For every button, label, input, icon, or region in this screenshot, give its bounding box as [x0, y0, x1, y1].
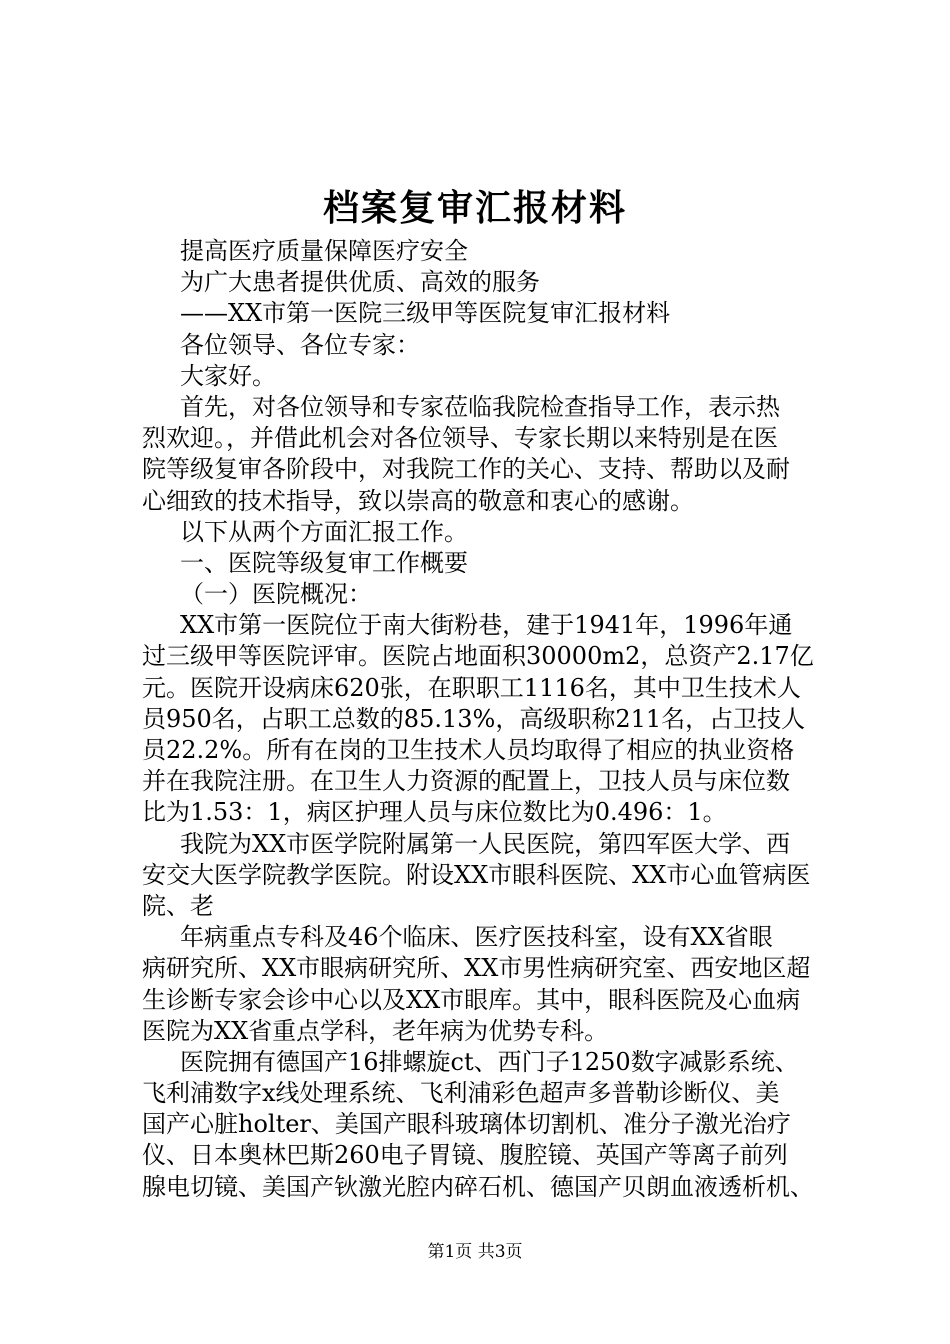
document-body	[142, 236, 832, 1203]
text-line: 医院为XX省重点学科，老年病为优势专科。	[142, 1016, 609, 1045]
text-line: 烈欢迎。，并借此机会对各位领导、专家长期以来特别是在医	[142, 424, 778, 453]
text-line: 腺电切镜、美国产钬激光腔内碎石机、德国产贝朗血液透析机、	[142, 1172, 814, 1201]
text-line: 院、老	[142, 891, 214, 920]
page-footer: 第1页 共3页	[427, 1242, 523, 1262]
text-line: 医院拥有德国产16排螺旋ct、西门子1250数字减影系统、	[180, 1047, 799, 1076]
text-line: 员950名，占职工总数的85.13%，高级职称211名，占卫技人	[142, 704, 806, 733]
text-line: 为广大患者提供优质、高效的服务	[180, 268, 540, 297]
text-line: 我院为XX市医学院附属第一人民医院，第四军医大学、西	[180, 829, 791, 858]
text-line: 首先，对各位领导和专家莅临我院检查指导工作，表示热	[180, 392, 780, 421]
text-line: 一、医院等级复审工作概要	[180, 548, 468, 577]
text-line: 飞利浦数字x线处理系统、飞利浦彩色超声多普勒诊断仪、美	[142, 1079, 780, 1108]
text-line: 过三级甲等医院评审。医院占地面积30000m2，总资产2.17亿	[142, 642, 814, 671]
document-title: 档案复审汇报材料	[322, 187, 627, 229]
text-line: （一）医院概况：	[180, 580, 372, 609]
text-line: 年病重点专科及46个临床、医疗医技科室，设有XX省眼	[180, 923, 773, 952]
text-line: 员22.2%。所有在岗的卫生技术人员均取得了相应的执业资格	[142, 736, 795, 764]
text-line: 仪、日本奥林巴斯260电子胃镜、腹腔镜、英国产等离子前列	[142, 1141, 788, 1170]
text-line: 安交大医学院教学医院。附设XX市眼科医院、XX市心血管病医	[142, 860, 811, 889]
text-line: 元。医院开设病床620张，在职职工1116名，其中卫生技术人	[142, 673, 801, 702]
text-line: 提高医疗质量保障医疗安全	[180, 237, 468, 265]
text-line: 院等级复审各阶段中，对我院工作的关心、支持、帮助以及耐	[142, 455, 790, 484]
text-line: XX市第一医院位于南大街粉巷，建于1941年，1996年通	[180, 611, 793, 640]
text-line: 国产心脏holter、美国产眼科玻璃体切割机、准分子激光治疗	[142, 1110, 791, 1139]
text-line: 心细致的技术指导，致以崇高的敬意和衷心的感谢。	[142, 486, 694, 515]
text-line: ——XX市第一医院三级甲等医院复审汇报材料	[180, 299, 671, 328]
text-line: 并在我院注册。在卫生人力资源的配置上，卫技人员与床位数	[142, 767, 790, 796]
text-line: 生诊断专家会诊中心以及XX市眼库。其中，眼科医院及心血病	[142, 985, 801, 1014]
text-line: 大家好。	[180, 361, 276, 390]
text-line: 病研究所、XX市眼病研究所、XX市男性病研究室、西安地区超	[142, 954, 811, 983]
text-line: 以下从两个方面汇报工作。	[180, 517, 468, 546]
text-line: 各位领导、各位专家：	[180, 330, 420, 359]
text-line: 比为1.53：1，病区护理人员与床位数比为0.496：1。	[142, 798, 727, 827]
